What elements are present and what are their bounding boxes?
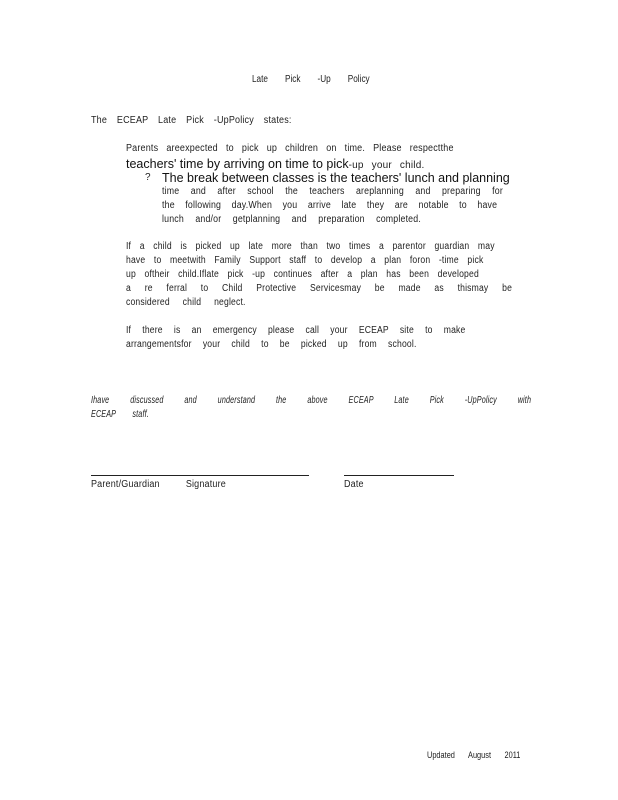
- acknowledgement-line-1: Ihave discussed and understand the above ECEAP Late Pick -UpPolicy with: [91, 395, 532, 406]
- bullet-heading: The break between classes is the teachers' lunch and planning: [162, 171, 510, 185]
- bullet-marker: ?: [145, 172, 151, 183]
- bullet-line-1: time and after school the teachers areplanning and preparing for: [162, 186, 503, 197]
- para2-line-5: considered child neglect.: [126, 297, 246, 308]
- para1-line2-part2: -up your child.: [348, 160, 425, 171]
- para2-line-2: have to meetwith Family Support staff to develop a plan foron -time pick: [126, 255, 484, 266]
- para3-line-2: arrangementsfor your child to be picked up from school.: [126, 339, 417, 350]
- acknowledgement-line-2: ECEAP staff.: [91, 409, 149, 420]
- para2-line-4: a re ferral to Child Protective Servicesmay be made as thismay be: [126, 283, 513, 294]
- bullet-line-2: the following day.When you arrive late they are notable to have: [162, 200, 498, 211]
- intro-text: The ECEAP Late Pick -UpPolicy states:: [91, 115, 292, 126]
- para2-line-3: up oftheir child.Iflate pick -up continues after a plan has been developed: [126, 269, 479, 280]
- para3-line-1: If there is an emergency please call your ECEAP site to make: [126, 325, 466, 336]
- document-title: Late Pick -Up Policy: [252, 74, 370, 85]
- signature-label: Parent/Guardian Signature: [91, 479, 226, 490]
- bullet-line-3: lunch and/or getplanning and preparation completed.: [162, 214, 421, 225]
- footer-updated: Updated August 2011: [427, 750, 521, 760]
- signature-line: [91, 475, 309, 476]
- para2-line-1: If a child is picked up late more than two times a parentor guardian may: [126, 241, 495, 252]
- date-line: [344, 475, 454, 476]
- date-label: Date: [344, 479, 364, 490]
- para1-line2-part1: teachers' time by arriving on time to pick: [126, 157, 349, 171]
- para1-line1: Parents areexpected to pick up children on time. Please respectthe: [126, 143, 454, 154]
